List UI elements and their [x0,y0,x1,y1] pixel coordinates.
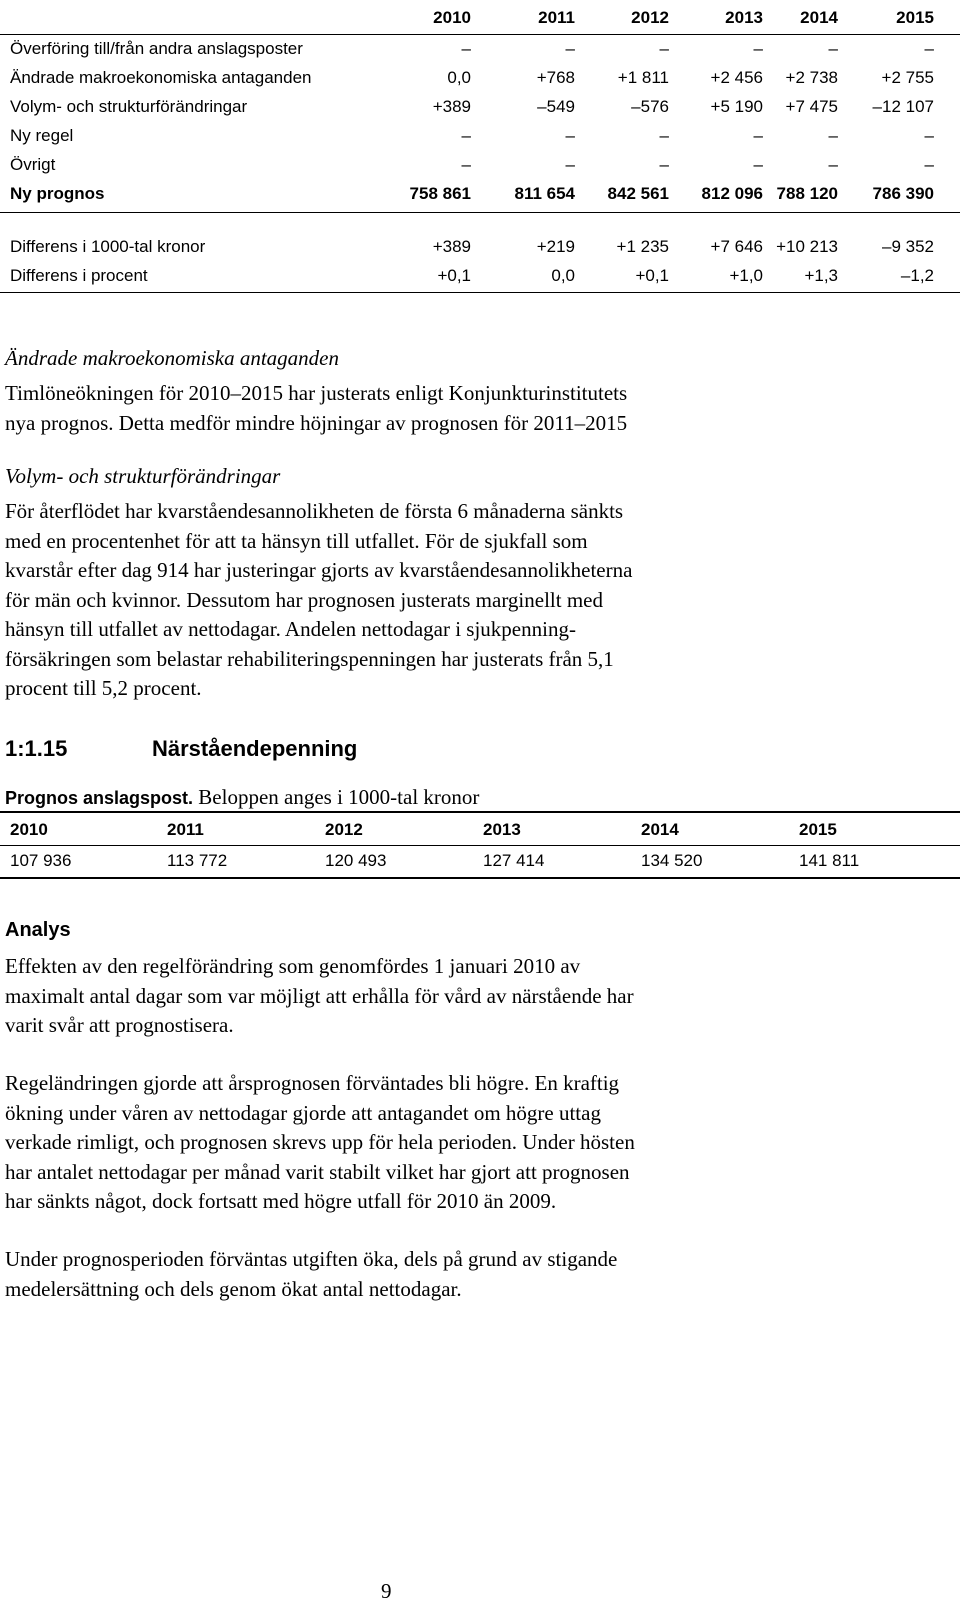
text-line: För återflödet har kvarståendesannolikheten de första 6 månaderna sänkts [5,499,624,523]
table-cell: +768 [536,68,575,87]
table-cell: +0,1 [635,266,669,285]
table-cell: 811 654 [514,184,575,203]
table-cell: 758 861 [409,184,471,203]
caption-rest: Beloppen anges i 1000-tal kronor [193,785,480,809]
table-cell: – [659,126,669,145]
section-heading-volym: Volym- och strukturförändringar [5,464,281,488]
text-line: maximalt antal dagar som var möjligt att erhålla för vård av närstående har [5,983,634,1008]
text-line: verkade rimligt, och prognosen skrevs upp för hela perioden. Under hösten [5,1130,635,1154]
row-label: Överföring till/från andra anslagsposter [10,39,303,58]
text-line: har antalet nettodagar per månad varit stabilt vilket har gjort att prognosen [5,1159,630,1184]
year-header: 2014 [800,8,838,27]
table-cell: +2 738 [785,68,838,87]
year-header: 2011 [167,820,204,839]
year-header: 2012 [631,8,669,27]
table-cell: – [924,39,934,58]
paragraph-makro [5,379,955,438]
table-cell: +10 213 [776,237,838,256]
table-cell: – [828,155,838,174]
year-header: 2011 [538,8,575,27]
row-label: Differens i 1000-tal kronor [10,237,206,256]
text-line: för män och kvinnor. Dessutom har prognosen justerats marginellt med [5,587,603,612]
table-cell: 786 390 [872,184,934,203]
table-cell: –9 352 [882,237,934,256]
text-line: har sänkts något, dock fortsatt med högre utfall för 2010 än 2009. [5,1189,557,1213]
year-header: 2010 [10,820,48,839]
analys-paragraph-3 [5,1245,955,1304]
text-line: medelersättning och dels genom ökat antal nettodagar. [5,1276,462,1301]
table-cell: +7 646 [710,237,763,256]
small-table-bottom-rule [0,877,960,879]
table-cell: 120 493 [325,851,387,870]
table-row [0,64,960,92]
text-line: nya prognos. Detta medför mindre höjningar av prognosen för 2011–2015 [5,410,628,435]
table-cell: 113 772 [167,851,228,870]
table-cell: –12 107 [872,97,934,116]
table-row [0,122,960,150]
table-row [0,35,960,63]
text-line: procent till 5,2 procent. [5,676,202,700]
section-heading-makro: Ändrade makroekonomiska antaganden [5,346,339,370]
table-cell: – [565,155,575,174]
table-cell: –576 [631,97,669,116]
table-header-row [0,4,960,32]
table-row-total [0,180,960,208]
row-label: Ändrade makroekonomiska antaganden [10,68,312,87]
table-cell: +0,1 [437,266,471,285]
table-cell: +389 [432,237,471,256]
table-cell: 141 811 [799,851,860,870]
year-header: 2010 [433,8,471,27]
table-cell: – [828,39,838,58]
table-caption [5,783,479,812]
page-number: 9 [381,1579,392,1603]
text-line: Timlöneökningen för 2010–2015 har justerats enligt Konjunkturinstitutets [5,381,628,405]
small-table-header-divider [0,845,960,846]
table-cell: +5 190 [710,97,763,116]
text-line: hänsyn till utfallet av nettodagar. Andelen nettodagar i sjukpenning- [5,617,576,641]
table-cell: – [461,155,471,174]
table-cell: – [659,39,669,58]
table-cell: 788 120 [776,184,838,203]
section-title: Närståendepenning [152,736,358,761]
table-row [0,93,960,121]
table-cell: – [565,126,575,145]
table-cell: –1,2 [900,266,934,285]
table-cell: +7 475 [785,97,838,116]
text-line: Regeländringen gjorde att årsprognosen förväntades bli högre. En kraftig [5,1071,620,1095]
table-cell: +389 [432,97,471,116]
text-line: varit svår att prognostisera. [5,1013,234,1037]
table-cell: 0,0 [551,266,575,285]
table-cell: +2 456 [710,68,763,87]
table-cell: – [659,155,669,174]
table-cell: +1 235 [616,237,669,256]
table-row [0,151,960,179]
text-line: med en procentenhet för att ta hänsyn till utfallet. För de sjukfall som [5,528,588,553]
table-cell: – [828,126,838,145]
row-label: Ny prognos [10,184,105,203]
year-header: 2015 [799,820,837,839]
table-cell: – [753,39,763,58]
table-cell: –549 [537,97,575,116]
row-label: Övrigt [10,155,56,174]
table-cell: +1,0 [729,266,763,285]
year-header: 2013 [725,8,763,27]
text-line: försäkringen som belastar rehabiliteringspenningen har justerats från 5,1 [5,646,614,671]
analys-paragraph-1 [5,952,955,1041]
table-cell: +1 811 [617,68,669,87]
analys-heading: Analys [5,919,71,941]
table-cell: – [461,126,471,145]
small-table-value-row [0,847,960,875]
paragraph-volym [5,497,955,704]
table-row [0,233,960,261]
table-cell: – [924,126,934,145]
table-cell: – [753,155,763,174]
table-cell: – [924,155,934,174]
section-number: 1:1.15 [5,736,68,761]
year-header: 2014 [641,820,679,839]
table-cell: – [753,126,763,145]
table-divider [0,212,960,213]
small-table-top-rule [0,811,960,813]
text-line: Effekten av den regelförändring som genomfördes 1 januari 2010 av [5,954,581,978]
table-cell: +219 [536,237,575,256]
table-row [0,262,960,290]
text-line: kvarstår efter dag 914 har justeringar gjorts av kvarståendesannolikheterna [5,558,633,582]
row-label: Volym- och strukturförändringar [10,97,248,116]
table-cell: +2 755 [881,68,934,87]
table-cell: – [565,39,575,58]
small-table-header-row [0,816,960,844]
table-cell: 134 520 [641,851,703,870]
table-cell: +1,3 [804,266,838,285]
year-header: 2015 [896,8,934,27]
caption-bold: Prognos anslagspost. [5,788,194,808]
table-cell: 107 936 [10,851,72,870]
analys-paragraph-2 [5,1069,955,1217]
table-cell: – [461,39,471,58]
text-line: ökning under våren av nettodagar gjorde att antagandet om högre uttag [5,1100,601,1125]
text-line: Under prognosperioden förväntas utgiften öka, dels på grund av stigande [5,1247,618,1271]
table-cell: 812 096 [701,184,763,203]
table-cell: 842 561 [607,184,669,203]
row-label: Ny regel [10,126,74,145]
year-header: 2013 [483,820,521,839]
table-bottom-rule [0,292,960,293]
year-header: 2012 [325,820,363,839]
row-label: Differens i procent [10,266,148,285]
table-cell: 127 414 [483,851,545,870]
table-cell: 0,0 [447,68,471,87]
